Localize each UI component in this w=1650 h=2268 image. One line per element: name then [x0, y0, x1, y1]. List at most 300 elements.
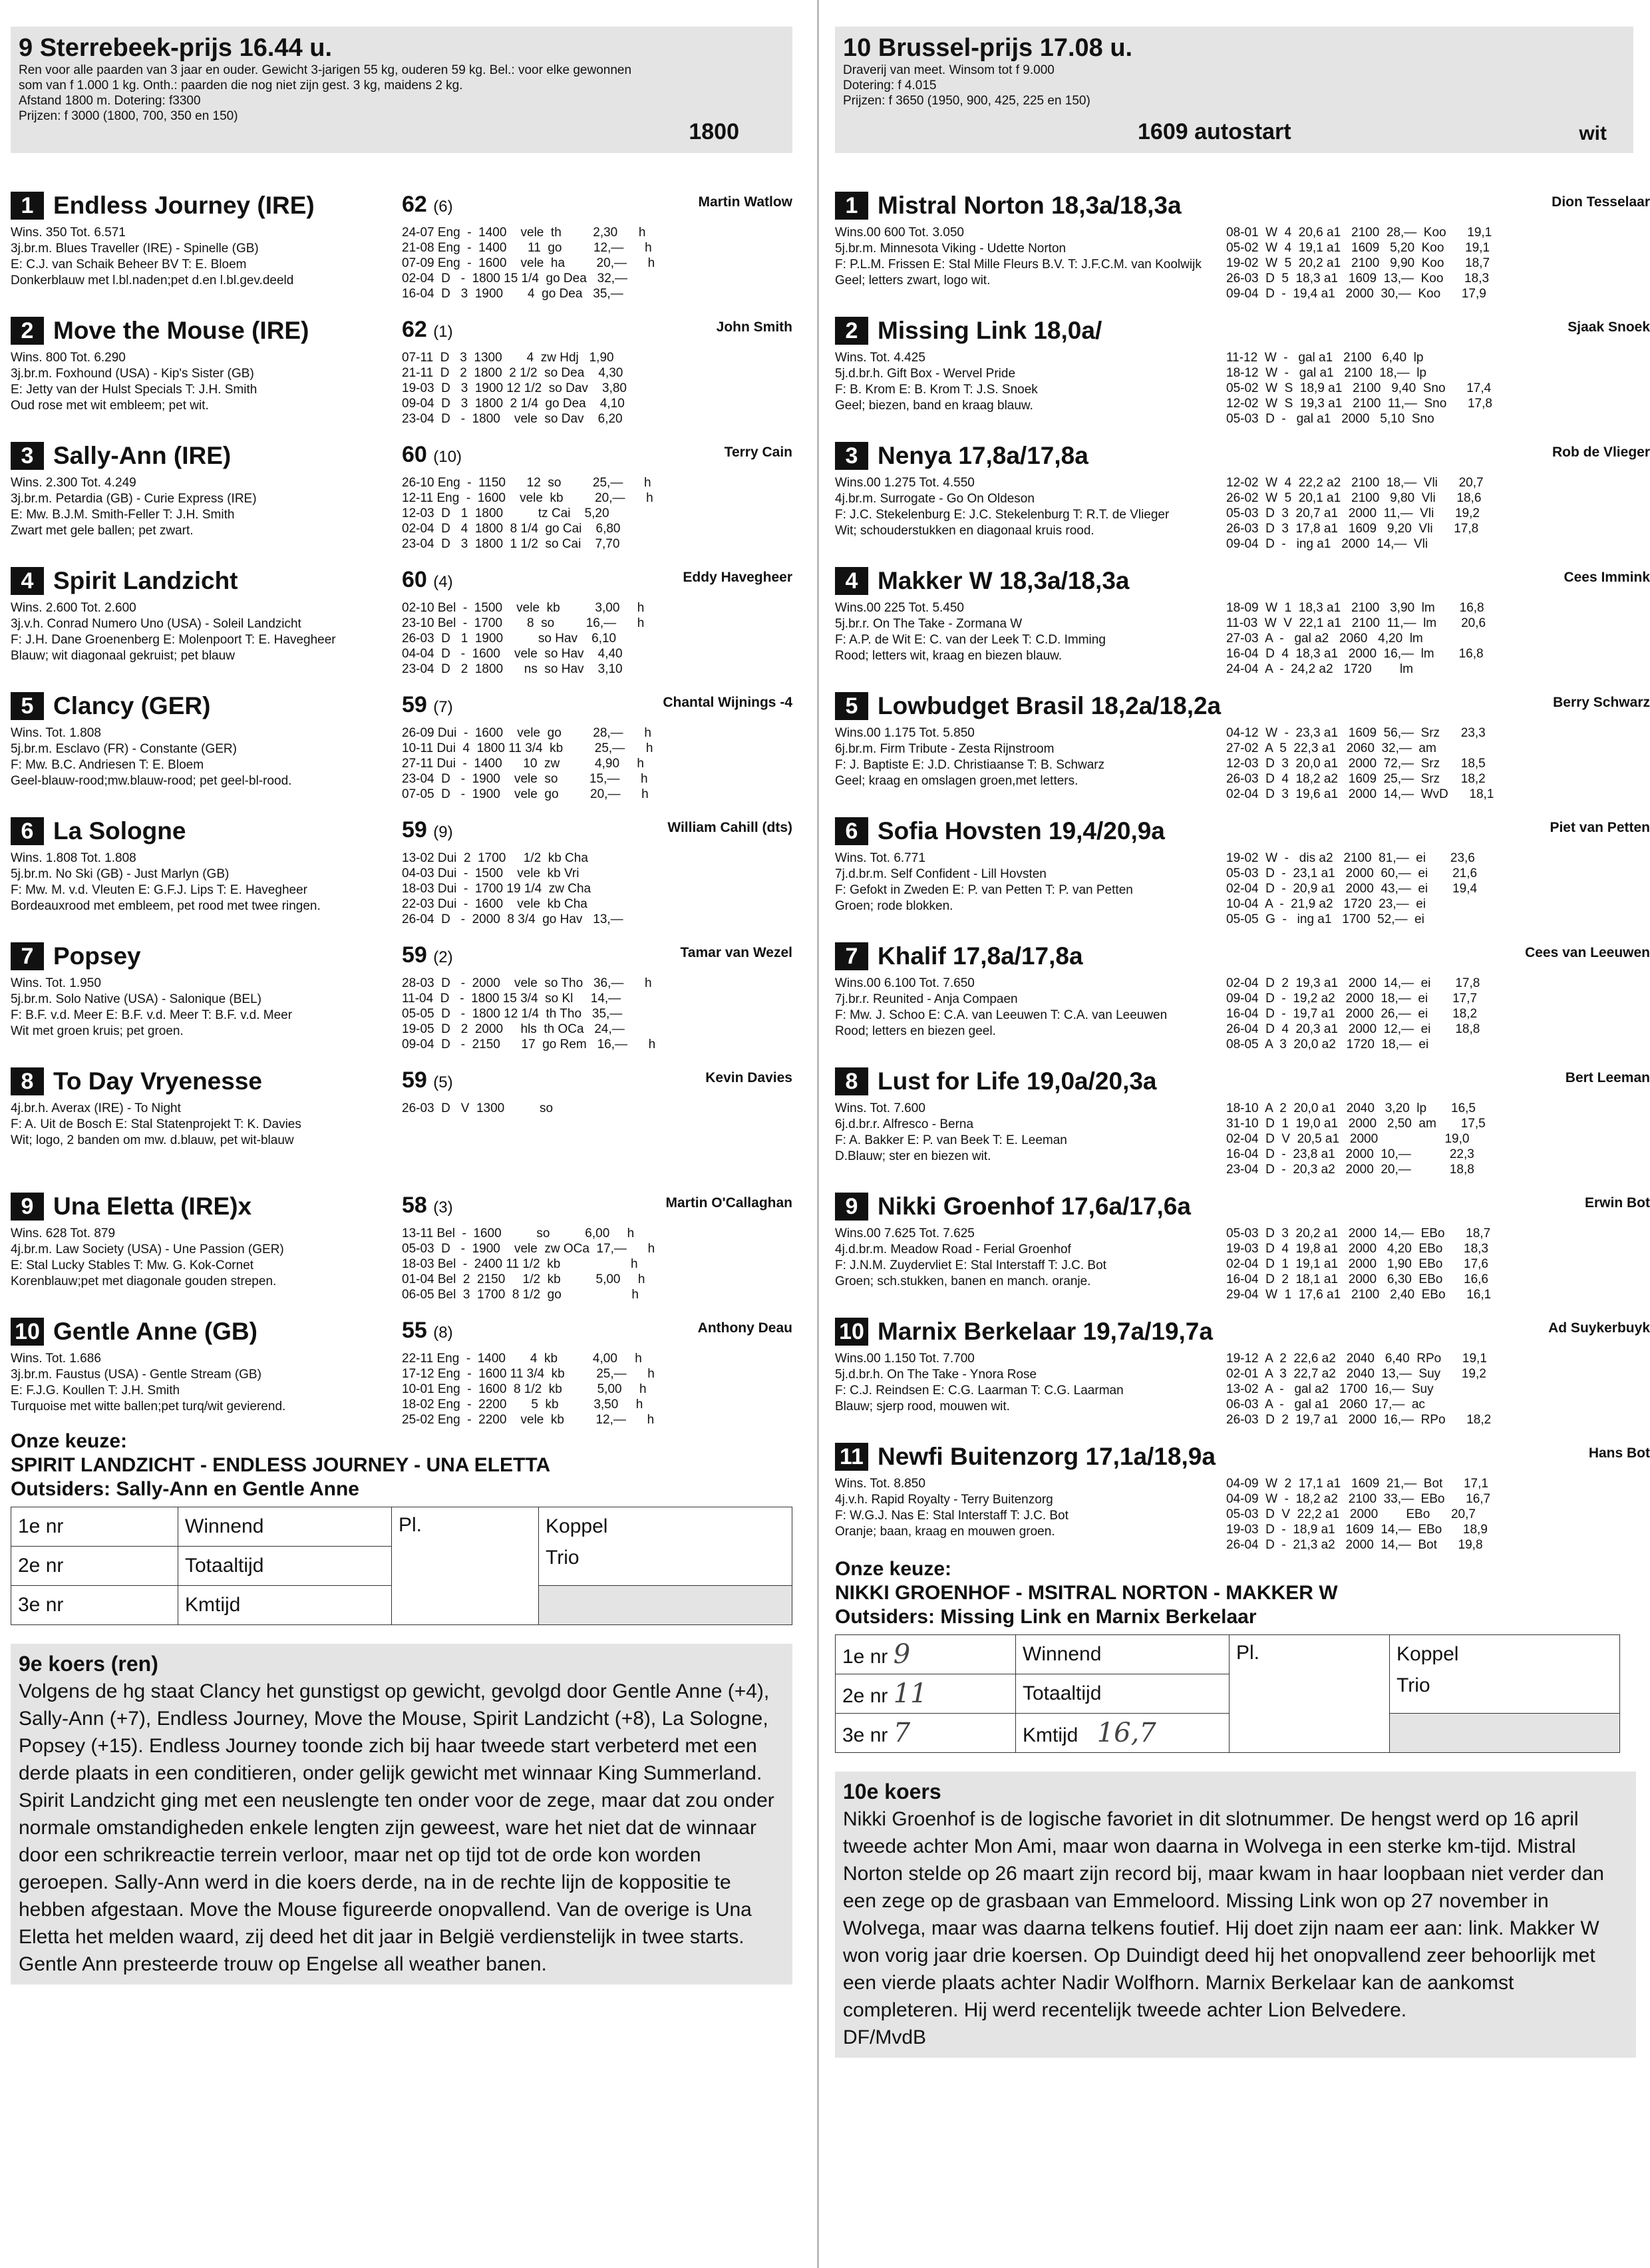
horse-detail-line: D.Blauw; ster en biezen wit. [835, 1149, 991, 1163]
horse-name: Una Eletta (IRE)x [53, 1193, 252, 1220]
horse-detail-line: Wins. 2.600 Tot. 2.600 [11, 601, 136, 615]
horse-list [835, 185, 1650, 1561]
horse-entry [11, 310, 792, 435]
horse-detail-line: Wins. Tot. 1.686 [11, 1352, 101, 1366]
horse-name: Endless Journey (IRE) [53, 192, 315, 219]
horse-detail-line: Blauw; sjerp rood, mouwen wit. [835, 1400, 1010, 1414]
horse-entry [835, 1436, 1650, 1561]
horse-number: 6 [11, 817, 44, 845]
outsiders: Outsiders: Missing Link en Marnix Berkelaar [835, 1606, 1257, 1628]
form-row: 04-09 W - 18,2 a2 2100 33,— EBo 16,7 [1226, 1492, 1491, 1506]
form-row: 05-03 D - 1900 vele zw OCa 17,— h [402, 1242, 655, 1256]
race-title: 10 Brussel-prijs 17.08 u. [843, 34, 1133, 62]
horse-detail-line: Wins. Tot. 6.771 [835, 851, 925, 865]
horse-detail-line: E: F.J.G. Koullen T: J.H. Smith [11, 1384, 180, 1398]
form-row: 26-03 D 5 18,3 a1 1609 13,— Koo 18,3 [1226, 272, 1490, 285]
our-pick-label: Onze keuze: [835, 1558, 952, 1580]
horse-detail-line: 5j.d.br.h. On The Take - Ynora Rose [835, 1368, 1037, 1382]
bet-row-label-text: 3e nr [842, 1724, 888, 1746]
horse-detail-line: 4j.br.m. Law Society (USA) - Une Passion (GER) [11, 1242, 284, 1256]
form-row: 18-12 W - gal a1 2100 18,— lp [1226, 366, 1426, 380]
horse-list [11, 185, 792, 1436]
form-row: 26-04 D - 2000 8 3/4 go Hav 13,— [402, 912, 623, 926]
horse-detail-line: 3j.br.m. Faustus (USA) - Gentle Stream (GB) [11, 1368, 261, 1382]
horse-details [835, 1351, 1214, 1415]
race-condition: som van f 1.000 1 kg. Onth.: paarden die nog niet zijn gest. 3 kg, maidens 2 kg. [19, 79, 463, 93]
form-table [1226, 350, 1492, 427]
draw-number: (1) [433, 323, 453, 341]
form-table [1226, 1226, 1491, 1302]
form-row: 25-02 Eng - 2200 vele kb 12,— h [402, 1413, 655, 1427]
analysis-signature: DF/MvdB [843, 2026, 927, 2048]
horse-detail-line: F: J.C. Stekelenburg E: J.C. Stekelenburg T: R.T. de Vlieger [835, 508, 1170, 522]
horse-detail-line: Wins. 350 Tot. 6.571 [11, 226, 126, 240]
horse-number: 5 [835, 692, 868, 720]
form-row: 12-02 W 4 22,2 a2 2100 18,— Vli 20,7 [1226, 476, 1484, 490]
bet-label: Koppel [539, 1507, 792, 1547]
horse-number: 1 [11, 192, 44, 220]
form-row: 26-03 D V 1300 so [402, 1101, 554, 1115]
horse-detail-line: Wins.00 1.150 Tot. 7.700 [835, 1352, 975, 1366]
horse-rating [402, 317, 453, 343]
jockey-name: Eddy Havegheer [683, 570, 792, 585]
horse-detail-line: F: Mw. J. Schoo E: C.A. van Leeuwen T: C.A. van Leeuwen [835, 1008, 1168, 1022]
horse-detail-line: Korenblauw;pet met diagonale gouden strepen. [11, 1274, 277, 1288]
horse-number: 4 [835, 567, 868, 595]
form-row: 26-10 Eng - 1150 12 so 25,— h [402, 476, 651, 490]
horse-number: 9 [11, 1193, 44, 1221]
form-row: 11-03 W V 22,1 a1 2100 11,— lm 20,6 [1226, 616, 1486, 630]
our-pick-label: Onze keuze: [11, 1430, 128, 1452]
horse-detail-line: Wins. Tot. 4.425 [835, 351, 925, 365]
horse-rating [402, 692, 453, 718]
form-row: 12-03 D 3 20,0 a1 2000 72,— Srz 18,5 [1226, 757, 1486, 771]
horse-details [835, 1101, 1214, 1165]
form-row: 21-08 Eng - 1400 11 go 12,— h [402, 241, 652, 255]
form-row: 11-04 D - 1800 15 3/4 so Kl 14,— [402, 992, 621, 1006]
horse-detail-line: E: Stal Lucky Stables T: Mw. G. Kok-Cornet [11, 1258, 254, 1272]
horse-detail-line: 6j.br.m. Firm Tribute - Zesta Rijnstroom [835, 742, 1055, 756]
horse-rating [402, 817, 453, 843]
draw-number: (3) [433, 1199, 453, 1217]
bet-row-label [836, 1674, 1016, 1714]
analysis-text: Nikki Groenhof is de logische favoriet in dit slotnummer. De hengst werd op 16 april tweede achter Mon Ami, maar won daarna in Wolvega in een sterke km-tijd. Mistral Norton stelde op 26 maart zijn record bij, maar kwam in haar loopbaan niet verder dan een zege op de grasbaan van Emmeloord. Missing Link won op 27 november in Wolvega, maar was daarna telkens foutief. Hij doet zijn naam eer aan: link. Makker W won vorig jaar drie koersen. Op Duindigt deed hij het onopvallend zeer behoorlijk met een vierde plaats achter Nadir Wolfhorn. Marnix Berkelaar kan de aankomst completeren. Hij werd recentelijk tweede achter Lion Belvedere. [843, 1808, 1604, 2021]
horse-details [835, 600, 1214, 664]
form-row: 02-04 D 3 19,6 a1 2000 14,— WvD 18,1 [1226, 787, 1494, 801]
horse-detail-line: Wins. Tot. 1.808 [11, 726, 101, 740]
horse-name: Spirit Landzicht [53, 567, 238, 594]
form-row: 17-12 Eng - 1600 11 3/4 kb 25,— h [402, 1367, 655, 1381]
horse-details [835, 976, 1214, 1040]
form-table [402, 350, 627, 427]
horse-number: 10 [835, 1318, 868, 1346]
form-row: 23-04 D 3 1800 1 1/2 so Cai 7,70 [402, 537, 620, 551]
form-row: 23-10 Bel - 1700 8 so 16,— h [402, 616, 645, 630]
horse-detail-line: F: Mw. M. v.d. Vleuten E: G.F.J. Lips T: E. Havegheer [11, 883, 307, 897]
handwritten-value: 16,7 [1096, 1718, 1156, 1748]
race-corner-label: wit [1579, 122, 1607, 144]
race-header [11, 27, 792, 153]
form-row: 18-10 A 2 20,0 a1 2040 3,20 lp 16,5 [1226, 1101, 1476, 1115]
form-row: 26-03 D 1 1900 so Hav 6,10 [402, 632, 617, 646]
horse-detail-line: 3j.br.m. Blues Traveller (IRE) - Spinelle (GB) [11, 242, 259, 256]
horse-number: 7 [11, 942, 44, 970]
form-row: 26-04 D 4 20,3 a1 2000 12,— ei 18,8 [1226, 1022, 1480, 1036]
horse-detail-line: 3j.v.h. Conrad Numero Uno (USA) - Soleil Landzicht [11, 617, 301, 631]
our-pick-section [11, 1429, 792, 1501]
rating-value: 58 [402, 1193, 427, 1218]
horse-number: 10 [11, 1318, 44, 1346]
horse-detail-line: 4j.v.h. Rapid Royalty - Terry Buitenzorg [835, 1493, 1053, 1507]
race-condition: Ren voor alle paarden van 3 jaar en ouder. Gewicht 3-jarigen 55 kg, ouderen 59 kg. Bel.: voor elke gewonnen [19, 63, 632, 77]
jockey-name: Martin Watlow [698, 194, 792, 210]
bet-row-label: 3e nr [11, 1586, 178, 1625]
horse-name: To Day Vryenesse [53, 1067, 262, 1095]
horse-entry [11, 1061, 792, 1186]
horse-detail-line: 5j.br.r. On The Take - Zormana W [835, 617, 1023, 631]
form-row: 05-05 D - 1800 12 1/4 th Tho 35,— [402, 1007, 623, 1021]
form-row: 10-04 A - 21,9 a2 1720 23,— ei [1226, 897, 1426, 911]
horse-details [835, 350, 1214, 414]
horse-entry [835, 811, 1650, 936]
horse-entry [11, 1186, 792, 1311]
horse-detail-line: F: Mw. B.C. Andriesen T: E. Bloem [11, 758, 204, 772]
form-table [402, 976, 655, 1052]
horse-detail-line: Wins. Tot. 1.950 [11, 976, 101, 990]
form-row: 02-04 D - 20,9 a1 2000 43,— ei 19,4 [1226, 882, 1478, 896]
form-row: 11-12 W - gal a1 2100 6,40 lp [1226, 351, 1424, 365]
form-row: 21-11 D 2 1800 2 1/2 so Dea 4,30 [402, 366, 623, 380]
bet-label: Kmtijd [178, 1586, 392, 1625]
bet-row-label [836, 1714, 1016, 1753]
form-row: 22-03 Dui - 1600 vele kb Cha [402, 897, 587, 911]
form-row: 18-03 Dui - 1700 19 1/4 zw Cha [402, 882, 591, 896]
horse-details [835, 225, 1214, 289]
form-row: 12-03 D 1 1800 tz Cai 5,20 [402, 506, 609, 520]
form-row: 28-03 D - 2000 vele so Tho 36,— h [402, 976, 652, 990]
form-row: 26-03 D 4 18,2 a2 1609 25,— Srz 18,2 [1226, 772, 1486, 786]
form-row: 02-04 D 4 1800 8 1/4 go Cai 6,80 [402, 522, 621, 536]
horse-details [835, 1476, 1214, 1540]
jockey-name: Terry Cain [724, 445, 792, 460]
form-table [1226, 1101, 1486, 1177]
form-row: 18-03 Bel - 2400 11 1/2 kb h [402, 1257, 638, 1271]
form-row: 09-04 D - ing a1 2000 14,— Vli [1226, 537, 1428, 551]
our-pick-horses: NIKKI GROENHOF - MSITRAL NORTON - MAKKER W [835, 1582, 1338, 1604]
horse-name: Khalif 17,8a/17,8a [878, 942, 1083, 970]
rating-value: 59 [402, 1067, 427, 1093]
horse-name: Lowbudget Brasil 18,2a/18,2a [878, 692, 1222, 719]
horse-detail-line: Wins.00 1.175 Tot. 5.850 [835, 726, 975, 740]
jockey-name: Martin O'Callaghan [665, 1195, 792, 1211]
form-row: 12-11 Eng - 1600 vele kb 20,— h [402, 491, 653, 505]
horse-detail-line: 5j.d.br.h. Gift Box - Wervel Pride [835, 367, 1016, 381]
horse-detail-line: Wins. Tot. 7.600 [835, 1101, 925, 1115]
horse-detail-line: Turquoise met witte ballen;pet turq/wit gevierend. [11, 1400, 286, 1414]
form-row: 09-04 D 3 1800 2 1/4 go Dea 4,10 [402, 397, 625, 411]
form-table [1226, 976, 1480, 1052]
jockey-name: Tamar van Wezel [680, 945, 792, 960]
horse-entry [11, 936, 792, 1061]
jockey-name: Kevin Davies [705, 1070, 792, 1085]
jockey-name: Sjaak Snoek [1568, 319, 1650, 335]
horse-number: 3 [11, 442, 44, 470]
horse-detail-line: F: J.N.M. Zuydervliet E: Stal Interstaff T: J.C. Bot [835, 1258, 1106, 1272]
horse-name: Move the Mouse (IRE) [53, 317, 309, 344]
form-row: 13-02 A - gal a2 1700 16,— Suy [1226, 1382, 1434, 1396]
horse-name: Popsey [53, 942, 141, 970]
horse-number: 11 [835, 1443, 868, 1471]
horse-rating [402, 567, 453, 593]
column-divider [817, 0, 819, 2268]
form-row: 16-04 D 3 1900 4 go Dea 35,— [402, 287, 623, 301]
form-row: 09-04 D - 19,4 a1 2000 30,— Koo 17,9 [1226, 287, 1486, 301]
horse-detail-line: F: B. Krom E: B. Krom T: J.S. Snoek [835, 383, 1038, 397]
form-row: 10-11 Dui 4 1800 11 3/4 kb 25,— h [402, 741, 653, 755]
race-analysis [11, 1644, 792, 1984]
form-table [402, 1351, 655, 1427]
form-row: 27-11 Dui - 1400 10 zw 4,90 h [402, 757, 644, 771]
form-table [402, 850, 623, 927]
form-row: 04-04 D - 1600 vele so Hav 4,40 [402, 647, 623, 661]
horse-detail-line: Wins. 1.808 Tot. 1.808 [11, 851, 136, 865]
form-table [402, 1101, 553, 1116]
form-row: 08-05 A 3 20,0 a2 1720 18,— ei [1226, 1038, 1429, 1051]
jockey-name: William Cahill (dts) [667, 820, 792, 835]
horse-detail-line: Geel-blauw-rood;mw.blauw-rood; pet geel-bl-rood. [11, 774, 292, 788]
horse-detail-line: Wins. 800 Tot. 6.290 [11, 351, 126, 365]
form-row: 19-03 D - 18,9 a1 1609 14,— EBo 18,9 [1226, 1523, 1488, 1537]
horse-entry [11, 435, 792, 560]
bet-label: Totaaltijd [178, 1547, 392, 1586]
horse-name: Clancy (GER) [53, 692, 211, 719]
horse-detail-line: Rood; letters en biezen geel. [835, 1024, 996, 1038]
horse-details [11, 1101, 400, 1149]
horse-detail-line: Bordeauxrood met embleem, pet rood met twee ringen. [11, 899, 321, 913]
form-row: 26-02 W 5 20,1 a1 2100 9,80 Vli 18,6 [1226, 491, 1482, 505]
form-row: 05-03 D 3 20,7 a1 2000 11,— Vli 19,2 [1226, 506, 1480, 520]
bet-result-table [11, 1507, 792, 1625]
horse-entry [835, 1311, 1650, 1436]
our-pick-section [835, 1557, 1610, 1629]
rating-value: 62 [402, 317, 427, 342]
form-row: 18-02 Eng - 2200 5 kb 3,50 h [402, 1398, 643, 1412]
form-row: 23-04 D - 1800 vele so Dav 6,20 [402, 412, 623, 426]
horse-detail-line: F: J. Baptiste E: J.D. Christiaanse T: B. Schwarz [835, 758, 1105, 772]
horse-detail-line: Groen; rode blokken. [835, 899, 953, 913]
jockey-name: Erwin Bot [1585, 1195, 1650, 1211]
form-row: 12-02 W S 19,3 a1 2100 11,— Sno 17,8 [1226, 397, 1492, 411]
horse-detail-line: E: C.J. van Schaik Beheer BV T: E. Bloem [11, 258, 247, 272]
bet-row-label [836, 1635, 1016, 1674]
horse-name: Marnix Berkelaar 19,7a/19,7a [878, 1318, 1213, 1345]
form-row: 09-04 D - 2150 17 go Rem 16,— h [402, 1038, 656, 1051]
race-header [835, 27, 1633, 153]
horse-rating [402, 1318, 453, 1344]
horse-rating [402, 942, 453, 968]
jockey-name: Berry Schwarz [1553, 695, 1650, 710]
horse-detail-line: Rood; letters wit, kraag en biezen blauw. [835, 649, 1063, 663]
race-condition: Prijzen: f 3650 (1950, 900, 425, 225 en 150) [843, 94, 1090, 108]
horse-detail-line: Wins.00 600 Tot. 3.050 [835, 226, 964, 240]
horse-name: Sally-Ann (IRE) [53, 442, 232, 469]
rating-value: 55 [402, 1318, 427, 1343]
horse-entry [11, 560, 792, 685]
horse-detail-line: F: W.G.J. Nas E: Stal Interstaff T: J.C. Bot [835, 1509, 1069, 1523]
form-row: 02-04 D 1 19,1 a1 2000 1,90 EBo 17,6 [1226, 1257, 1488, 1271]
horse-detail-line: F: A. Uit de Bosch E: Stal Statenprojekt T: K. Davies [11, 1117, 301, 1131]
form-row: 07-05 D - 1900 vele go 20,— h [402, 787, 649, 801]
horse-detail-line: Wins.00 7.625 Tot. 7.625 [835, 1227, 975, 1240]
horse-details [11, 225, 400, 289]
form-row: 24-04 A - 24,2 a2 1720 lm [1226, 662, 1413, 676]
handwritten-value: 9 [893, 1639, 911, 1670]
horse-name: La Sologne [53, 817, 186, 845]
horse-number: 2 [835, 317, 868, 345]
horse-detail-line: Groen; sch.stukken, banen en manch. oranje. [835, 1274, 1091, 1288]
horse-name: Gentle Anne (GB) [53, 1318, 257, 1345]
horse-detail-line: Oud rose met wit embleem; pet wit. [11, 399, 209, 413]
horse-detail-line: Wit; logo, 2 banden om mw. d.blauw, pet wit-blauw [11, 1133, 294, 1147]
horse-detail-line: 4j.d.br.m. Meadow Road - Ferial Groenhof [835, 1242, 1071, 1256]
handwritten-value: 7 [893, 1718, 911, 1748]
horse-entry [835, 936, 1650, 1061]
form-table [402, 475, 653, 552]
jockey-name: Cees Immink [1564, 570, 1650, 585]
form-table [1226, 1476, 1490, 1553]
bet-label: Koppel [1390, 1635, 1620, 1674]
rating-value: 60 [402, 442, 427, 467]
horse-rating [402, 1193, 453, 1219]
jockey-name: Piet van Petten [1550, 820, 1650, 835]
bet-result-table [835, 1634, 1620, 1753]
horse-number: 8 [835, 1067, 868, 1095]
form-row: 07-09 Eng - 1600 vele ha 20,— h [402, 256, 655, 270]
horse-details [11, 976, 400, 1040]
horse-detail-line: F: Gefokt in Zweden E: P. van Petten T: P. van Petten [835, 883, 1133, 897]
race-9-column [11, 27, 792, 1984]
jockey-name: Dion Tesselaar [1552, 194, 1650, 210]
form-row: 02-04 D V 20,5 a1 2000 19,0 [1226, 1132, 1470, 1146]
horse-details [11, 350, 400, 414]
horse-detail-line: 7j.br.r. Reunited - Anja Compaen [835, 992, 1018, 1006]
form-row: 06-05 Bel 3 1700 8 1/2 go h [402, 1288, 639, 1302]
jockey-name: Hans Bot [1588, 1445, 1650, 1461]
form-row: 02-04 D - 1800 15 1/4 go Dea 32,— [402, 272, 628, 285]
horse-detail-line: Wit met groen kruis; pet groen. [11, 1024, 184, 1038]
horse-rating [402, 1067, 453, 1093]
horse-name: Lust for Life 19,0a/20,3a [878, 1067, 1157, 1095]
horse-details [835, 475, 1214, 539]
form-row: 05-03 D - 23,1 a1 2000 60,— ei 21,6 [1226, 866, 1478, 880]
bet-label: Trio [539, 1547, 792, 1586]
horse-name: Missing Link 18,0a/ [878, 317, 1102, 344]
jockey-name: Cees van Leeuwen [1525, 945, 1650, 960]
horse-detail-line: 6j.d.br.r. Alfresco - Berna [835, 1117, 974, 1131]
form-table [1226, 225, 1492, 301]
bet-label-text: Kmtijd [1023, 1724, 1078, 1746]
form-row: 05-03 D V 22,2 a1 2000 EBo 20,7 [1226, 1507, 1476, 1521]
rating-value: 59 [402, 817, 427, 843]
horse-entry [835, 560, 1650, 685]
form-row: 26-03 D 2 19,7 a1 2000 16,— RPo 18,2 [1226, 1413, 1492, 1427]
draw-number: (5) [433, 1073, 453, 1091]
draw-number: (2) [433, 948, 453, 966]
race-condition: Afstand 1800 m. Dotering: f3300 [19, 94, 201, 108]
horse-details [11, 475, 400, 539]
horse-name: Mistral Norton 18,3a/18,3a [878, 192, 1182, 219]
horse-details [835, 1226, 1214, 1290]
horse-detail-line: Wins.00 1.275 Tot. 4.550 [835, 476, 975, 490]
form-row: 08-01 W 4 20,6 a1 2100 28,— Koo 19,1 [1226, 226, 1492, 240]
horse-details [11, 725, 400, 789]
form-row: 19-02 W 5 20,2 a1 2100 9,90 Koo 18,7 [1226, 256, 1490, 270]
form-table [402, 225, 655, 301]
form-table [1226, 725, 1494, 802]
form-row: 24-07 Eng - 1400 vele th 2,30 h [402, 226, 646, 240]
horse-entry [11, 811, 792, 936]
horse-detail-line: F: A.P. de Wit E: C. van der Leek T: C.D. Imming [835, 633, 1106, 647]
bet-row-label: 1e nr [11, 1507, 178, 1547]
bet-row-label-text: 1e nr [842, 1646, 888, 1668]
form-row: 09-04 D - 19,2 a2 2000 18,— ei 17,7 [1226, 992, 1478, 1006]
rating-value: 59 [402, 692, 427, 717]
draw-number: (8) [433, 1324, 453, 1342]
horse-rating [402, 442, 462, 468]
bet-label: Totaaltijd [1016, 1674, 1230, 1714]
horse-entry [11, 1311, 792, 1436]
form-row: 04-12 W - 23,3 a1 1609 56,— Srz 23,3 [1226, 726, 1486, 740]
race-distance: 1609 autostart [1138, 119, 1291, 144]
bet-label: Trio [1390, 1674, 1620, 1714]
race-condition: Prijzen: f 3000 (1800, 700, 350 en 150) [19, 109, 238, 123]
form-row: 23-04 D - 1900 vele so 15,— h [402, 772, 648, 786]
jockey-name: Ad Suykerbuyk [1548, 1320, 1650, 1336]
form-row: 02-10 Bel - 1500 vele kb 3,00 h [402, 601, 645, 615]
horse-details [835, 725, 1214, 789]
form-row: 27-03 A - gal a2 2060 4,20 lm [1226, 632, 1423, 646]
form-row: 05-03 D - gal a1 2000 5,10 Sno [1226, 412, 1434, 426]
analysis-title: 10e koers [843, 1780, 941, 1803]
race-analysis [835, 1772, 1636, 2058]
horse-detail-line: E: Mw. B.J.M. Smith-Feller T: J.H. Smith [11, 508, 235, 522]
horse-entry [835, 435, 1650, 560]
race-10-column [835, 27, 1650, 2058]
horse-name: Makker W 18,3a/18,3a [878, 567, 1130, 594]
bet-label: Pl. [1230, 1635, 1390, 1753]
horse-detail-line: 3j.br.m. Petardia (GB) - Curie Express (IRE) [11, 492, 257, 506]
horse-detail-line: Wins. Tot. 8.850 [835, 1477, 925, 1491]
bet-row-label: 2e nr [11, 1547, 178, 1586]
jockey-name: John Smith [716, 319, 792, 335]
horse-entry [11, 185, 792, 310]
form-table [1226, 600, 1486, 677]
race-distance: 1800 [689, 119, 739, 144]
horse-detail-line: Zwart met gele ballen; pet zwart. [11, 524, 194, 538]
form-row: 07-11 D 3 1300 4 zw Hdj 1,90 [402, 351, 614, 365]
form-row: 04-09 W 2 17,1 a1 1609 21,— Bot 17,1 [1226, 1477, 1488, 1491]
horse-detail-line: 7j.d.br.m. Self Confident - Lill Hovsten [835, 867, 1047, 881]
form-row: 16-04 D 4 18,3 a1 2000 16,— lm 16,8 [1226, 647, 1484, 661]
form-row: 19-05 D 2 2000 hls th OCa 24,— [402, 1022, 625, 1036]
form-row: 19-03 D 3 1900 12 1/2 so Dav 3,80 [402, 381, 627, 395]
form-row: 16-04 D - 19,7 a1 2000 26,— ei 18,2 [1226, 1007, 1478, 1021]
bet-label: Winnend [178, 1507, 392, 1547]
form-table [402, 1226, 655, 1302]
form-row: 05-03 D 3 20,2 a1 2000 14,— EBo 18,7 [1226, 1227, 1491, 1240]
horse-name: Sofia Hovsten 19,4/20,9a [878, 817, 1165, 845]
horse-number: 1 [835, 192, 868, 220]
